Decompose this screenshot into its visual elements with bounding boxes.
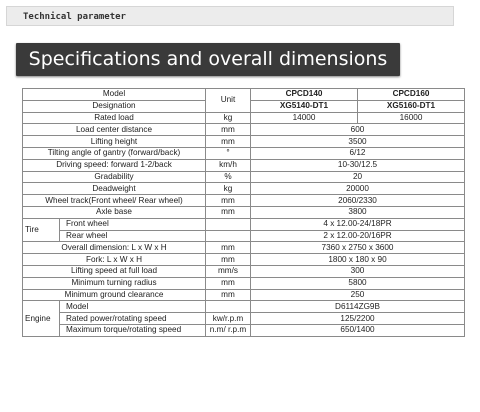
- value-cell: 20: [251, 171, 465, 183]
- table-row: [23, 124, 465, 136]
- table-row: [23, 89, 465, 101]
- table-row: [23, 301, 465, 313]
- value-cell: 6/12: [251, 147, 465, 159]
- unit-cell: mm: [206, 289, 251, 301]
- table-row: [23, 265, 465, 277]
- model-label: Model: [23, 89, 206, 101]
- param-label: Rated load: [23, 112, 206, 124]
- table-row: [23, 313, 465, 325]
- table-row: [23, 289, 465, 301]
- value-cell: 1800 x 180 x 90: [251, 254, 465, 266]
- banner-title: Specifications and overall dimensions: [16, 43, 400, 76]
- table-row: [23, 218, 465, 230]
- unit-cell: mm: [206, 277, 251, 289]
- value-cell: 20000: [251, 183, 465, 195]
- table-row: [23, 112, 465, 124]
- value-cell: 650/1400: [251, 324, 465, 336]
- table-row: [23, 159, 465, 171]
- param-label: Gradability: [23, 171, 206, 183]
- value-cell: 2060/2330: [251, 195, 465, 207]
- unit-cell: km/h: [206, 159, 251, 171]
- param-label: Wheel track(Front wheel/ Rear wheel): [23, 195, 206, 207]
- table-row: [23, 324, 465, 336]
- unit-cell: °: [206, 147, 251, 159]
- unit-cell: n.m/ r.p.m: [206, 324, 251, 336]
- unit-cell: [206, 218, 251, 230]
- unit-cell: [206, 301, 251, 313]
- param-label: Fork: L x W x H: [23, 254, 206, 266]
- unit-header: Unit: [206, 89, 251, 113]
- value-cell: 4 x 12.00-24/18PR: [251, 218, 465, 230]
- param-label: Axle base: [23, 206, 206, 218]
- engine-group-label: Engine: [23, 301, 60, 336]
- specifications-table: [22, 88, 465, 337]
- param-label: Rated power/rotating speed: [60, 313, 206, 325]
- table-row: [23, 183, 465, 195]
- value-cell: 3500: [251, 136, 465, 148]
- param-label: Minimum turning radius: [23, 277, 206, 289]
- unit-cell: [206, 230, 251, 242]
- unit-cell: mm: [206, 254, 251, 266]
- value-cell: 125/2200: [251, 313, 465, 325]
- param-label: Overall dimension: L x W x H: [23, 242, 206, 254]
- value-cell: 7360 x 2750 x 3600: [251, 242, 465, 254]
- table-row: [23, 171, 465, 183]
- table-row: [23, 277, 465, 289]
- param-label: Model: [60, 301, 206, 313]
- param-label: Rear wheel: [60, 230, 206, 242]
- unit-cell: mm: [206, 195, 251, 207]
- value-cell: 250: [251, 289, 465, 301]
- param-label: Driving speed: forward 1-2/back: [23, 159, 206, 171]
- value-cell: 600: [251, 124, 465, 136]
- table-row: [23, 230, 465, 242]
- unit-cell: kw/r.p.m: [206, 313, 251, 325]
- value-cell: 10-30/12.5: [251, 159, 465, 171]
- param-label: Front wheel: [60, 218, 206, 230]
- table-row: [23, 206, 465, 218]
- technical-parameter-label: Technical parameter: [6, 6, 454, 26]
- designation-xg5140: XG5140-DT1: [251, 100, 358, 112]
- table-row: [23, 136, 465, 148]
- value-cell: 14000: [251, 112, 358, 124]
- unit-cell: kg: [206, 183, 251, 195]
- table-row: [23, 254, 465, 266]
- model-cpcd140: CPCD140: [251, 89, 358, 101]
- table-row: [23, 242, 465, 254]
- table-row: [23, 147, 465, 159]
- value-cell: 16000: [358, 112, 465, 124]
- param-label: Tilting angle of gantry (forward/back): [23, 147, 206, 159]
- designation-xg5160: XG5160-DT1: [358, 100, 465, 112]
- param-label: Deadweight: [23, 183, 206, 195]
- value-cell: 5800: [251, 277, 465, 289]
- param-label: Load center distance: [23, 124, 206, 136]
- param-label: Lifting speed at full load: [23, 265, 206, 277]
- unit-cell: mm: [206, 242, 251, 254]
- value-cell: 300: [251, 265, 465, 277]
- param-label: Maximum torque/rotating speed: [60, 324, 206, 336]
- tire-group-label: Tire: [23, 218, 60, 242]
- model-cpcd160: CPCD160: [358, 89, 465, 101]
- unit-cell: %: [206, 171, 251, 183]
- param-label: Minimum ground clearance: [23, 289, 206, 301]
- param-label: Lifting height: [23, 136, 206, 148]
- value-cell: 2 x 12.00-20/16PR: [251, 230, 465, 242]
- unit-cell: mm: [206, 206, 251, 218]
- unit-cell: kg: [206, 112, 251, 124]
- value-cell: 3800: [251, 206, 465, 218]
- unit-cell: mm: [206, 136, 251, 148]
- designation-label: Designation: [23, 100, 206, 112]
- unit-cell: mm/s: [206, 265, 251, 277]
- value-cell: D6114ZG9B: [251, 301, 465, 313]
- table-row: [23, 195, 465, 207]
- unit-cell: mm: [206, 124, 251, 136]
